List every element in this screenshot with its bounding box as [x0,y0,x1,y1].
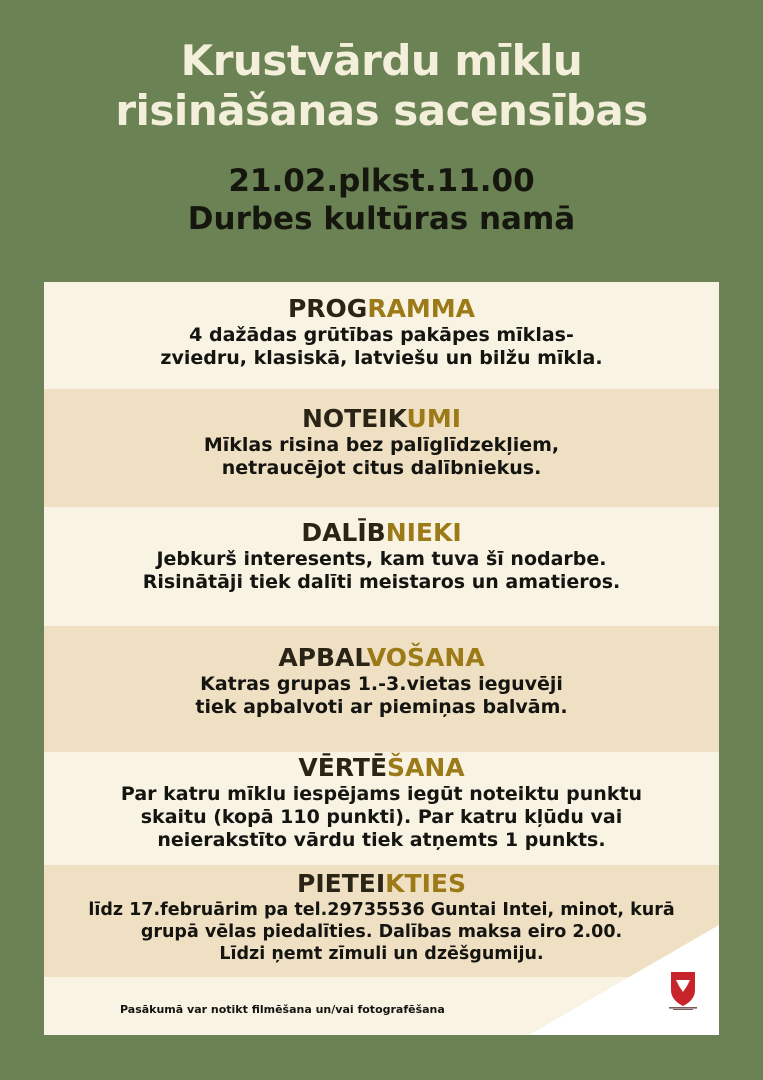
section-text [44,783,719,852]
text-line: līdz 17.februārim pa tel.29735536 Guntai Intei, minot, kurā [88,900,675,920]
event-details [0,162,763,238]
section-vertesana [44,753,719,852]
title-line-2: risināšanas sacensības [115,86,648,135]
text-line: Līdzi ņemt zīmuli un dzēšgumiju. [219,944,544,964]
section-noteikumi [44,389,719,507]
text-line: Risinātāji tiek dalīti meistaros un amatieros. [142,571,621,593]
text-line: neierakstīto vārdu tiek atņemts 1 punkts. [157,829,606,851]
section-heading: DALĪBNIEKI [301,518,462,547]
text-line: Katras grupas 1.-3.vietas ieguvēji [200,673,563,695]
text-line: Jebkurš interesents, kam tuva šī nodarbe. [156,548,607,570]
title-line-1: Krustvārdu mīklu [180,36,583,85]
text-line: netraucējot citus dalībniekus. [221,457,542,479]
text-line: Mīklas risina bez palīglīdzekļiem, [203,434,560,456]
text-line: Par katru mīklu iespējams iegūt noteiktu punktu [120,783,643,805]
text-line: tiek apbalvoti ar piemiņas balvām. [195,696,568,718]
section-heading: APBALVOŠANA [278,643,485,672]
section-text [44,434,719,480]
text-line: zviedru, klasiskā, latviešu un bilžu mīkla. [160,347,603,369]
section-heading: PIETEIKTIES [297,869,466,898]
event-venue: Durbes kultūras namā [187,201,576,237]
text-line: grupā vēlas piedalīties. Dalības maksa eiro 2.00. [140,922,623,942]
section-dalibnieki [44,518,719,594]
filming-notice: Pasākumā var notikt filmēšana un/vai fotografēšana [120,1003,445,1016]
section-programma [44,294,719,370]
event-datetime: 21.02.plkst.11.00 [228,163,535,199]
text-line: skaitu (kopā 110 punkti). Par katru kļūdu vai [140,806,623,828]
poster-title [0,36,763,136]
municipality-logo [665,970,701,1010]
section-text [44,673,719,719]
info-card [44,282,719,1035]
section-text [44,548,719,594]
section-heading: VĒRTĒŠANA [298,753,465,782]
section-heading: NOTEIKUMI [301,404,462,433]
section-apbalvosana [44,626,719,752]
section-text [44,324,719,370]
section-heading: PROGRAMMA [287,294,476,323]
text-line: 4 dažādas grūtības pakāpes mīklas- [189,324,574,346]
